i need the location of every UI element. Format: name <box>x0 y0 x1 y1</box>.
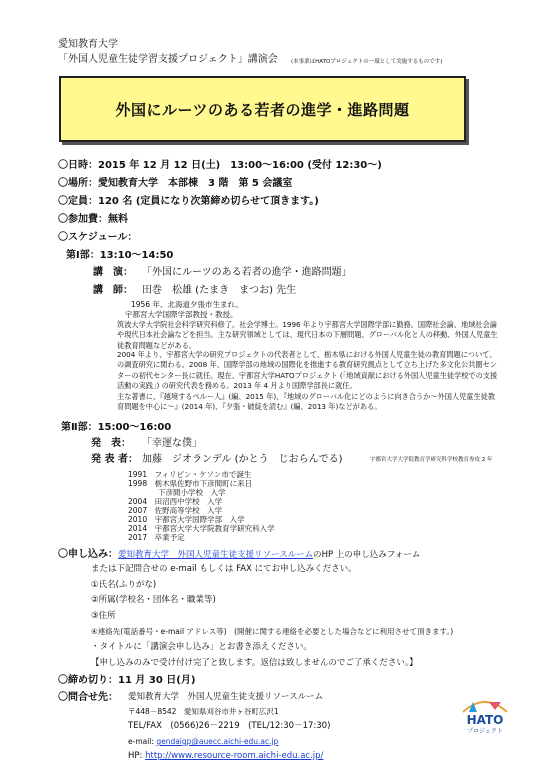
part1-heading: 第Ⅰ部：13:10～14:50 <box>66 250 174 261</box>
contact-address: 〒448－8542 愛知県刈谷市井ヶ谷町広沢1 <box>128 707 279 716</box>
history-item: 2007 佐野高等学校 入学 <box>128 506 223 515</box>
application-item: ②所属(学校名・団体名・職業等) <box>91 595 216 605</box>
contact-name: 愛知教育大学 外国人児童生徒支援リソースルーム <box>128 692 324 702</box>
presenter-label: 発 表 者： <box>91 454 138 465</box>
history-item: 2014 宇都宮大学大学院教育学研究科入学 <box>128 524 275 533</box>
date-line: 〇日時：2015 年 12 月 12 日(土) 13:00～16:00 (受付 12:30～) <box>58 160 382 171</box>
application-line <box>58 549 420 561</box>
history-item: 1998 栃木県佐野市下彦間町に来日 <box>128 479 253 488</box>
email-link[interactable]: gendaigp@auecc.aichi-edu.ac.jp <box>156 737 279 746</box>
contact-email-line <box>128 737 278 747</box>
bio-paragraph: 主な著書に、『越境するペルー人』(編、2015 年)、『地域のグローバル化にどのように向き合うか～外国人児童生徒教育問題を中心に～』(2014 年)、『夕張・破綻を読む』(編、2013 年)などがある。 <box>117 392 496 412</box>
bio-line: 1956 年、北海道夕張市生まれ。 <box>131 300 243 309</box>
presenter-affiliation: 宇都宮大学大学院教育学研究科学校教育専攻 2 年 <box>370 457 493 463</box>
title-box <box>59 76 466 142</box>
contact-tel: TEL/FAX (0566)26－2219 (TEL/12:30－17:30) <box>128 721 331 731</box>
application-note: 【申し込みのみで受け付け完了と致します。返信は致しませんのでご了承ください。】 <box>91 658 418 668</box>
bio-paragraph: 筑波大学大学院社会科学研究科修了。社会学博士。1996 年より宇都宮大学国際学部に勤務。国際社会論、地域社会論や現代日本社会論などを担当。主な研究領域としては、現代日本の下層問題、グローバル化と人の移動、外国人児童生徒教育問題などがある。 <box>117 320 498 350</box>
email-label: e-mail: <box>128 737 154 746</box>
org-name: 愛知教育大学 <box>58 39 118 50</box>
application-item: ①氏名(ふりがな) <box>91 580 157 590</box>
contact-hp-line <box>128 751 323 762</box>
application-label: 〇申し込み： <box>58 549 118 560</box>
logo-subtext: プロジェクト <box>467 728 503 735</box>
history-item: 2010 宇都宮大学国際学部 入学 <box>128 515 245 524</box>
project-name: 「外国人児童生徒学習支援プロジェクト」講演会 <box>58 54 278 65</box>
deadline-line: 〇締め切り：11 月 30 日(月) <box>58 675 196 686</box>
history-item: 下彦間小学校 入学 <box>158 488 226 497</box>
history-item: 1991 フィリピン・ケソン市で誕生 <box>128 470 252 479</box>
presenter-name: 加藤 ジオランデル (かとう じおらんでる) <box>142 454 343 465</box>
history-item: 2004 田沼西中学校 入学 <box>128 497 223 506</box>
application-item: ④連絡先(電話番号・e-mail アドレス等) (開催に関する連絡を必要とした場合などに利用させて頂きます。) <box>91 627 454 636</box>
lecture-title: 「外国にルーツのある若者の進学・進路問題」 <box>142 267 352 278</box>
part2-heading: 第Ⅱ部：15:00～16:00 <box>61 422 172 433</box>
bio-paragraph: 2004 年より、宇都宮大学の研究プロジェクトの代表者として、栃木県における外国人児童生徒の教育問題について、の調査研究に関わる。2008 年、国際学部の地域の国際化を推進する教育研究拠点として立ち上げた多文化公共圏センターの初代センター長に就任。現在、宇都宮大学HATOプロジェクト (「地域貢献における外国人児童生徒学校での支援活動の実践」) の研究代表を務める。2013 年 4 月より国際学部長に就任。 <box>117 350 498 390</box>
logo-text: HATO <box>466 713 504 727</box>
schedule-label: 〇スケジュール： <box>58 232 138 243</box>
capacity-line: 〇定員：120 名 (定員になり次第締め切らせて頂きます。) <box>58 196 319 207</box>
lecture-label: 講 演： <box>93 267 133 278</box>
place-line: 〇場所：愛知教育大学 本部棟 3 階 第 5 会議室 <box>58 178 293 189</box>
project-note: (本事業はHATOプロジェクトの一環として実施するものです) <box>291 59 443 65</box>
hato-logo-graphic <box>455 690 515 738</box>
hp-link[interactable]: http://www.resource-room.aichi-edu.ac.jp/ <box>145 751 324 761</box>
resource-room-link[interactable]: 愛知教育大学 外国人児童生徒支援リソースルーム <box>118 550 314 560</box>
presentation-title: 「幸運な僕」 <box>142 438 202 449</box>
application-form-text: のHP 上の申し込みフォーム <box>313 550 421 560</box>
contact-label: 〇問合せ先： <box>58 692 118 703</box>
fee-line: 〇参加費：無料 <box>58 214 128 225</box>
lecturer-label: 講 師： <box>93 285 133 296</box>
application-item: ・タイトルに「講演会申し込み」とお書き添えください。 <box>91 642 312 652</box>
presentation-label: 発 表： <box>91 438 131 449</box>
hato-logo <box>455 690 515 738</box>
bio-line: 宇都宮大学国際学部教授・教授。 <box>125 310 238 319</box>
lecturer-name: 田巻 松雄 (たまき まつお) 先生 <box>142 285 297 296</box>
application-item: ③住所 <box>91 611 116 621</box>
hp-label: HP: <box>128 751 143 761</box>
application-alt: または下記問合せの e-mail もしくは FAX にてお申し込みください。 <box>91 564 357 574</box>
page-title: 外国にルーツのある若者の進学・進路問題 <box>115 100 410 119</box>
history-item: 2017 卒業予定 <box>128 533 185 542</box>
